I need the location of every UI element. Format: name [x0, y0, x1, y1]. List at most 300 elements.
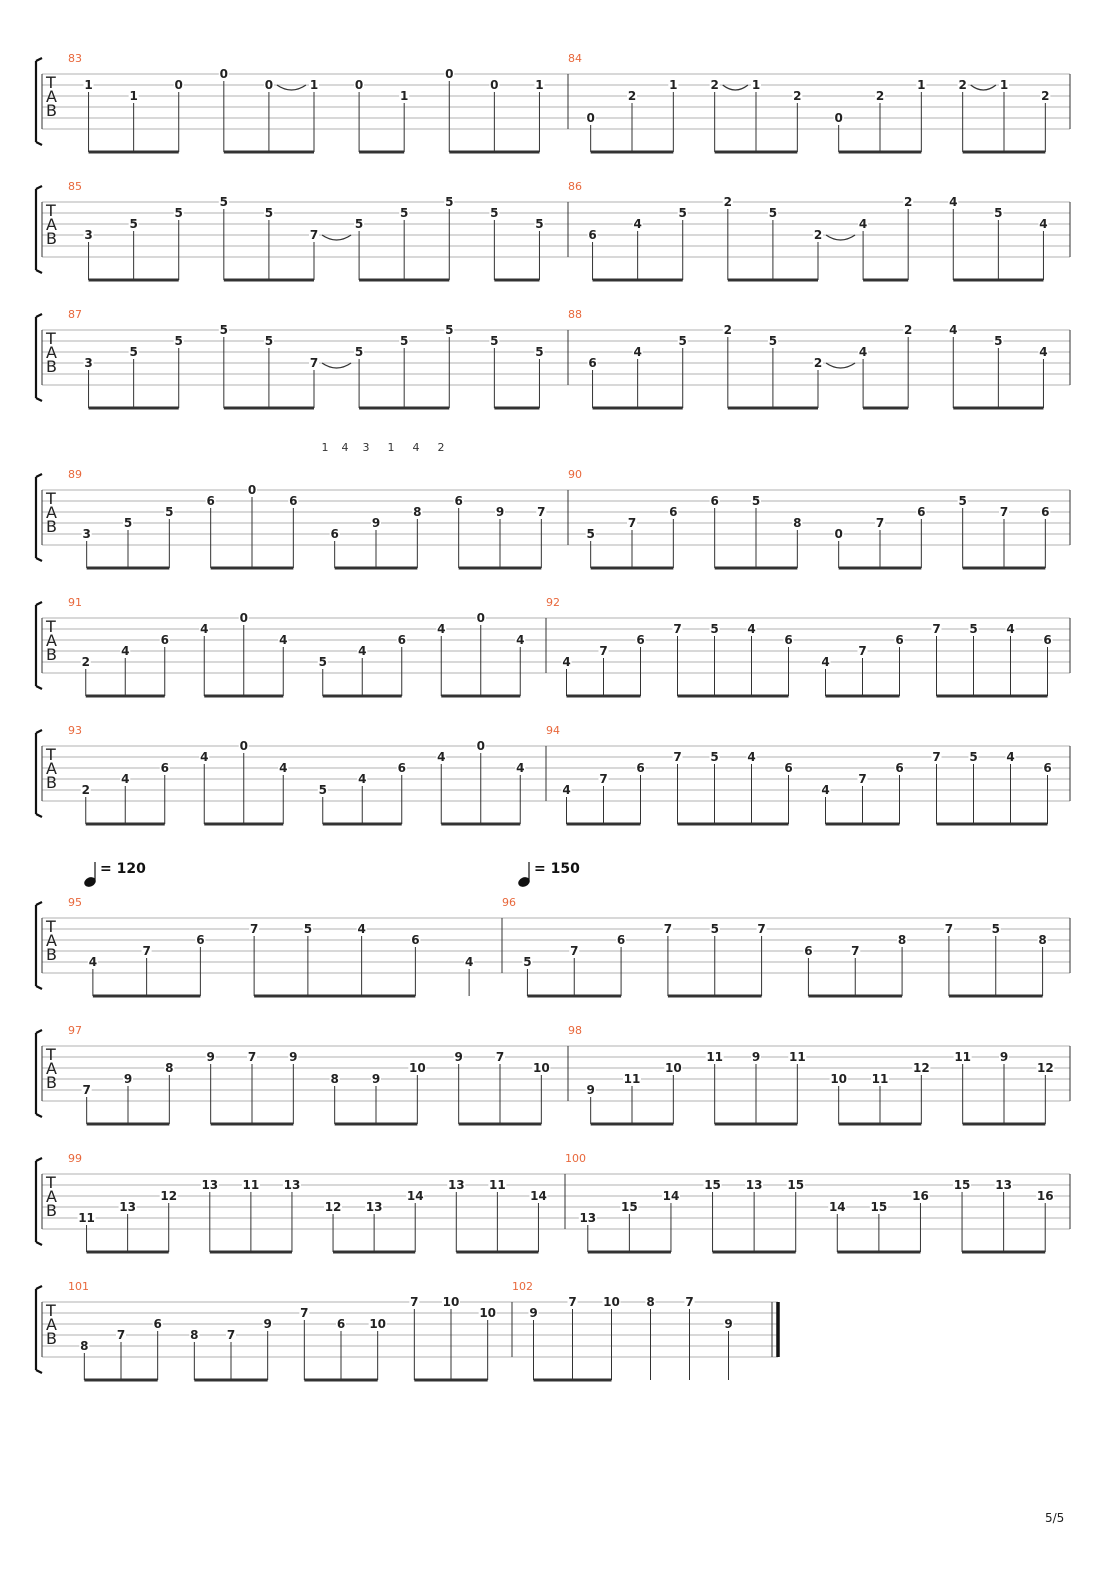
fret-number: 2 [904, 323, 913, 337]
fret-number: 7 [673, 622, 682, 636]
fret-number: 4 [747, 622, 756, 636]
system-bracket [36, 58, 42, 145]
fret-number: 4 [437, 750, 446, 764]
fret-number: 4 [279, 633, 288, 647]
tab-clef-letter: T [46, 1045, 56, 1064]
fret-number: 0 [239, 739, 248, 753]
fret-number: 5 [129, 345, 138, 359]
fret-number: 4 [858, 217, 868, 231]
fret-number: 4 [279, 761, 288, 775]
fret-number: 0 [476, 739, 485, 753]
fret-number: 9 [586, 1083, 595, 1097]
fret-number: 6 [153, 1317, 162, 1331]
tie [971, 85, 996, 90]
measure-number: 95 [68, 896, 82, 909]
fret-number: 0 [834, 527, 843, 541]
fret-number: 4 [562, 655, 571, 669]
fret-number: 8 [897, 933, 907, 947]
tab-clef-letter: B [46, 357, 57, 376]
fret-number: 9 [206, 1050, 215, 1064]
tie [723, 85, 748, 90]
fret-number: 4 [821, 655, 830, 669]
fret-number: 8 [330, 1072, 339, 1086]
fret-number: 8 [165, 1061, 174, 1075]
fret-number: 7 [875, 516, 885, 530]
tempo-150-text: = 150 [534, 861, 580, 877]
fret-number: 10 [664, 1061, 682, 1075]
fret-number: 9 [263, 1317, 272, 1331]
fret-number: 15 [621, 1200, 638, 1214]
tab-clef-letter: A [46, 1315, 57, 1334]
fret-number: 6 [160, 761, 169, 775]
fret-number: 2 [1041, 89, 1050, 103]
measure-number: 84 [568, 52, 582, 65]
system-bracket [36, 1158, 42, 1245]
fret-number: 7 [663, 922, 673, 936]
fret-number: 4 [358, 644, 367, 658]
fret-number: 13 [201, 1178, 219, 1192]
tab-system [36, 724, 1070, 824]
fret-number: 6 [411, 933, 420, 947]
fret-number: 7 [627, 516, 637, 530]
fret-number: 1 [917, 78, 926, 92]
tab-clef-letter: B [46, 945, 57, 964]
fret-number: 6 [196, 933, 205, 947]
tempo-marking-150 [517, 861, 580, 889]
tie [277, 85, 306, 90]
fret-number: 2 [813, 228, 823, 242]
system-bracket [36, 474, 42, 561]
fret-number: 6 [710, 494, 719, 508]
fret-number: 7 [309, 228, 319, 242]
fret-number: 6 [636, 633, 645, 647]
measure-number: 91 [68, 596, 82, 609]
system-bracket [36, 186, 42, 273]
fret-number: 1 [669, 78, 678, 92]
tab-clef-letter: B [46, 517, 57, 536]
fret-number: 4 [1039, 217, 1048, 231]
fret-number: 6 [1043, 633, 1052, 647]
tab-system [36, 468, 1070, 568]
fret-number: 5 [535, 217, 544, 231]
fret-number: 14 [662, 1189, 680, 1203]
tab-clef-letter: B [46, 645, 57, 664]
fret-number: 10 [603, 1295, 620, 1309]
fret-number: 13 [447, 1178, 465, 1192]
tab-clef-letter: T [46, 329, 56, 348]
fret-number: 4 [516, 761, 525, 775]
fret-number: 13 [579, 1211, 597, 1225]
fret-number: 7 [142, 944, 151, 958]
fret-number: 6 [588, 228, 597, 242]
fret-number: 16 [1036, 1189, 1054, 1203]
measure-number: 100 [565, 1152, 586, 1165]
fingering-number: 3 [362, 441, 370, 454]
fret-number: 8 [646, 1295, 655, 1309]
fret-number: 6 [336, 1317, 346, 1331]
fret-number: 4 [1006, 750, 1015, 764]
fret-number: 0 [219, 67, 228, 81]
tab-clef-letter: T [46, 917, 56, 936]
fret-number: 8 [1038, 933, 1047, 947]
fret-number: 7 [685, 1295, 694, 1309]
fret-number: 14 [406, 1189, 424, 1203]
fret-number: 0 [445, 67, 454, 81]
fret-number: 5 [490, 206, 499, 220]
fret-number: 4 [633, 217, 642, 231]
fret-number: 5 [523, 955, 532, 969]
measure-number: 88 [568, 308, 582, 321]
fret-number: 10 [408, 1061, 426, 1075]
tie [826, 363, 855, 368]
fret-number: 5 [445, 195, 454, 209]
fret-number: 5 [969, 750, 978, 764]
fret-number: 6 [1041, 505, 1050, 519]
measure-number: 96 [502, 896, 516, 909]
fret-number: 8 [793, 516, 802, 530]
measure-number: 85 [68, 180, 82, 193]
fret-number: 2 [81, 783, 90, 797]
fret-number: 2 [723, 323, 732, 337]
fret-number: 13 [119, 1200, 136, 1214]
fret-number: 7 [300, 1306, 309, 1320]
fret-number: 12 [160, 1189, 178, 1203]
fret-number: 11 [871, 1072, 889, 1086]
fret-number: 3 [84, 356, 93, 370]
fret-number: 1 [999, 78, 1009, 92]
fret-number: 1 [400, 89, 409, 103]
fret-number: 7 [568, 1295, 577, 1309]
fret-number: 0 [264, 78, 274, 92]
systems-layer [36, 52, 1070, 1380]
fret-number: 2 [723, 195, 732, 209]
fret-number: 4 [464, 955, 474, 969]
fret-number: 5 [994, 334, 1003, 348]
fret-number: 4 [821, 783, 830, 797]
fret-number: 7 [226, 1328, 236, 1342]
fret-number: 4 [200, 622, 209, 636]
fret-number: 0 [174, 78, 183, 92]
tab-clef-letter: A [46, 631, 57, 650]
fret-number: 7 [82, 1083, 91, 1097]
fret-number: 5 [400, 334, 409, 348]
fret-number: 5 [165, 505, 174, 519]
tab-clef-letter: B [46, 773, 57, 792]
tab-clef-letter: T [46, 745, 56, 764]
fret-number: 6 [616, 933, 626, 947]
fret-number: 5 [303, 922, 313, 936]
fret-number: 1 [84, 78, 93, 92]
tab-clef-letter: A [46, 759, 57, 778]
fret-number: 7 [309, 356, 319, 370]
fret-number: 1 [309, 78, 319, 92]
fret-number: 5 [400, 206, 409, 220]
fret-number: 7 [858, 772, 867, 786]
tie [322, 235, 351, 240]
fret-number: 2 [875, 89, 885, 103]
fret-number: 5 [535, 345, 544, 359]
fret-number: 0 [476, 611, 485, 625]
fret-number: 4 [200, 750, 209, 764]
fret-number: 5 [958, 494, 967, 508]
system-bracket [36, 602, 42, 689]
fret-number: 4 [88, 955, 98, 969]
fret-number: 13 [283, 1178, 301, 1192]
fret-number: 4 [858, 345, 868, 359]
fret-number: 7 [249, 922, 259, 936]
fret-number: 0 [834, 111, 843, 125]
fret-number: 7 [999, 505, 1009, 519]
fret-number: 5 [969, 622, 978, 636]
fret-number: 4 [949, 195, 958, 209]
tab-clef-letter: A [46, 215, 57, 234]
fret-number: 6 [160, 633, 169, 647]
fret-number: 5 [994, 206, 1003, 220]
system-bracket [36, 314, 42, 401]
fret-number: 6 [784, 761, 793, 775]
fret-number: 1 [535, 78, 544, 92]
system-bracket [36, 730, 42, 817]
tab-clef-letter: A [46, 1187, 57, 1206]
fret-number: 11 [706, 1050, 724, 1064]
fingering-number: 2 [437, 441, 445, 454]
fret-number: 11 [78, 1211, 95, 1225]
measure-number: 83 [68, 52, 82, 65]
tab-system [36, 896, 1070, 996]
fret-number: 5 [129, 217, 138, 231]
fingering-number: 4 [341, 441, 349, 454]
fingering-number: 1 [321, 441, 329, 454]
fret-number: 16 [912, 1189, 929, 1203]
fret-number: 6 [454, 494, 463, 508]
fret-number: 5 [768, 334, 778, 348]
fret-number: 13 [745, 1178, 763, 1192]
fret-number: 7 [851, 944, 860, 958]
fret-number: 9 [529, 1306, 538, 1320]
fret-number: 12 [1036, 1061, 1054, 1075]
tab-clef-letter: A [46, 503, 57, 522]
fingering-number: 4 [412, 441, 420, 454]
fret-number: 5 [318, 783, 327, 797]
tab-clef-letter: A [46, 1059, 57, 1078]
fret-number: 0 [586, 111, 595, 125]
tempo-marking-120 [83, 861, 146, 889]
fret-number: 7 [116, 1328, 126, 1342]
measure-number: 99 [68, 1152, 82, 1165]
fret-number: 4 [121, 772, 130, 786]
fret-number: 4 [562, 783, 571, 797]
fret-number: 6 [804, 944, 813, 958]
tab-system [36, 1024, 1070, 1124]
fret-number: 8 [190, 1328, 199, 1342]
fret-number: 9 [371, 1072, 381, 1086]
fret-number: 7 [410, 1295, 419, 1309]
tab-system [36, 1280, 778, 1380]
fret-number: 13 [365, 1200, 383, 1214]
tab-clef-letter: T [46, 201, 56, 220]
tempo-120-text: = 120 [100, 861, 146, 877]
fret-number: 9 [999, 1050, 1009, 1064]
fret-number: 10 [369, 1317, 387, 1331]
fret-number: 6 [669, 505, 678, 519]
measure-number: 94 [546, 724, 560, 737]
fret-number: 2 [958, 78, 967, 92]
fret-number: 5 [123, 516, 133, 530]
fret-number: 5 [678, 206, 687, 220]
fret-number: 0 [239, 611, 248, 625]
tab-clef-letter: B [46, 1073, 57, 1092]
fret-number: 5 [264, 206, 274, 220]
fret-number: 9 [454, 1050, 463, 1064]
fret-number: 10 [532, 1061, 550, 1075]
measure-number: 93 [68, 724, 82, 737]
tab-clef-letter: A [46, 343, 57, 362]
fret-number: 10 [830, 1072, 848, 1086]
fret-number: 12 [912, 1061, 930, 1075]
tab-system [36, 180, 1070, 280]
fret-number: 9 [724, 1317, 733, 1331]
fret-number: 13 [995, 1178, 1012, 1192]
fret-number: 3 [84, 228, 93, 242]
tab-clef-letter: B [46, 229, 57, 248]
fret-number: 6 [1043, 761, 1052, 775]
fret-number: 5 [264, 334, 274, 348]
tab-system [36, 52, 1070, 152]
measure-number: 92 [546, 596, 560, 609]
fret-number: 5 [768, 206, 778, 220]
fret-number: 4 [949, 323, 958, 337]
measure-number: 86 [568, 180, 582, 193]
fret-number: 7 [570, 944, 579, 958]
fret-number: 11 [788, 1050, 806, 1064]
fret-number: 7 [599, 644, 608, 658]
fret-number: 7 [932, 622, 941, 636]
fret-number: 6 [588, 356, 597, 370]
fret-number: 12 [324, 1200, 342, 1214]
fret-number: 4 [1039, 345, 1048, 359]
fret-number: 5 [991, 922, 1000, 936]
system-bracket [36, 1286, 42, 1373]
tab-clef-letter: A [46, 931, 57, 950]
fret-number: 4 [747, 750, 756, 764]
fret-number: 2 [813, 356, 823, 370]
fret-number: 5 [490, 334, 499, 348]
fret-number: 5 [318, 655, 327, 669]
fret-number: 6 [917, 505, 926, 519]
measure-number: 102 [512, 1280, 533, 1293]
fret-number: 9 [371, 516, 381, 530]
fret-number: 7 [673, 750, 682, 764]
tab-clef-letter: T [46, 1301, 56, 1320]
fret-number: 5 [445, 323, 454, 337]
system-bracket [36, 1030, 42, 1117]
fret-number: 6 [895, 761, 904, 775]
fret-number: 10 [479, 1306, 497, 1320]
fret-number: 2 [710, 78, 719, 92]
fret-number: 11 [489, 1178, 506, 1192]
fret-number: 6 [330, 527, 339, 541]
fret-number: 11 [954, 1050, 972, 1064]
fret-number: 1 [129, 89, 138, 103]
fret-number: 6 [636, 761, 645, 775]
fret-number: 7 [932, 750, 941, 764]
tab-clef-letter: T [46, 489, 56, 508]
fret-number: 14 [530, 1189, 547, 1203]
tab-clef-letter: T [46, 73, 56, 92]
fret-number: 7 [495, 1050, 505, 1064]
fret-number: 5 [710, 750, 719, 764]
fret-number: 15 [870, 1200, 888, 1214]
tab-clef-letter: B [46, 1201, 57, 1220]
fret-number: 0 [490, 78, 499, 92]
fret-number: 7 [537, 505, 546, 519]
tab-clef-letter: T [46, 617, 56, 636]
tab-system [36, 596, 1070, 696]
fret-number: 1 [751, 78, 761, 92]
tie [826, 235, 855, 240]
fret-number: 0 [247, 483, 257, 497]
fret-number: 5 [354, 217, 364, 231]
fret-number: 4 [1006, 622, 1015, 636]
fret-number: 3 [82, 527, 91, 541]
fret-number: 15 [787, 1178, 805, 1192]
fret-number: 5 [710, 922, 719, 936]
fret-number: 2 [904, 195, 913, 209]
fret-number: 4 [357, 922, 366, 936]
fret-number: 9 [751, 1050, 761, 1064]
fret-number: 7 [247, 1050, 257, 1064]
tie [322, 363, 351, 368]
fret-number: 11 [623, 1072, 641, 1086]
measure-number: 101 [68, 1280, 89, 1293]
tab-clef-letter: T [46, 1173, 56, 1192]
fret-number: 7 [757, 922, 766, 936]
system-bracket [36, 902, 42, 989]
fret-number: 8 [413, 505, 422, 519]
fret-number: 5 [354, 345, 364, 359]
fret-number: 7 [858, 644, 867, 658]
fret-number: 6 [397, 633, 406, 647]
fret-number: 2 [627, 89, 637, 103]
fret-number: 2 [793, 89, 802, 103]
page-number: 5/5 [1045, 1511, 1065, 1525]
fret-number: 5 [678, 334, 687, 348]
fret-number: 5 [586, 527, 595, 541]
measure-number: 98 [568, 1024, 582, 1037]
fret-number: 4 [633, 345, 642, 359]
fret-number: 5 [751, 494, 761, 508]
fret-number: 9 [495, 505, 505, 519]
fret-number: 6 [206, 494, 215, 508]
fret-number: 15 [953, 1178, 971, 1192]
fret-number: 14 [828, 1200, 846, 1214]
fret-number: 4 [437, 622, 446, 636]
fret-number: 8 [80, 1339, 89, 1353]
fret-number: 4 [358, 772, 367, 786]
fret-number: 11 [242, 1178, 260, 1192]
measure-number: 89 [68, 468, 82, 481]
fret-number: 2 [81, 655, 90, 669]
fret-number: 5 [174, 206, 183, 220]
fret-number: 5 [219, 195, 228, 209]
tab-clef-letter: A [46, 87, 57, 106]
fret-number: 9 [123, 1072, 133, 1086]
fret-number: 5 [174, 334, 183, 348]
fret-number: 6 [397, 761, 406, 775]
tab-system [36, 1152, 1070, 1252]
fret-number: 10 [442, 1295, 460, 1309]
fret-number: 5 [710, 622, 719, 636]
